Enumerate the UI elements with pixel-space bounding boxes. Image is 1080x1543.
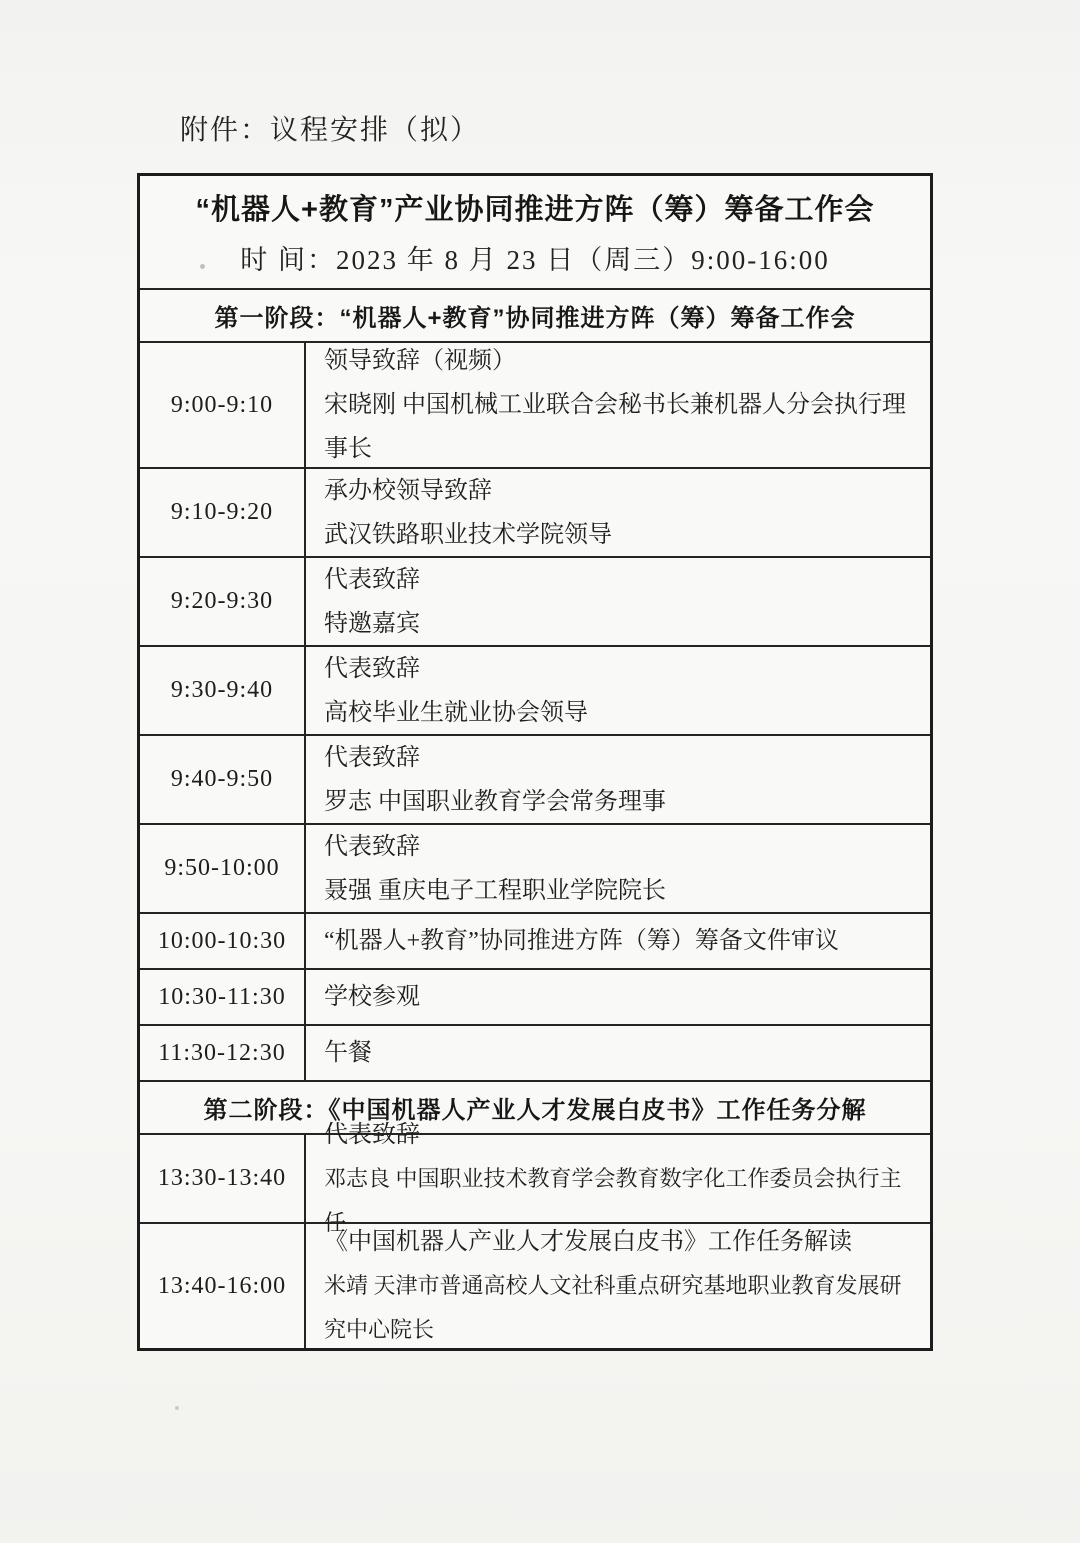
agenda-item-speaker: 特邀嘉宾: [324, 610, 420, 637]
agenda-item-title: 领导致辞（视频）: [324, 348, 516, 374]
time-cell: 9:00-9:10: [140, 343, 306, 467]
agenda-item-title: 学校参观: [324, 984, 420, 1010]
agenda-item-speaker: 邓志良 中国职业技术教育学会教育数字化工作委员会执行主任: [324, 1165, 902, 1235]
stage1-header-row: [140, 288, 930, 341]
content-cell: [306, 1224, 930, 1348]
time-cell: 9:30-9:40: [140, 647, 306, 734]
agenda-row: [140, 1024, 930, 1080]
agenda-row: [140, 734, 930, 823]
time-cell: 9:10-9:20: [140, 469, 306, 556]
agenda-row: [140, 1222, 930, 1348]
agenda-row: [140, 467, 930, 556]
agenda-item-speaker: 米靖 天津市普通高校人文社科重点研究基地职业教育发展研究中心院长: [324, 1273, 902, 1342]
content-cell: [306, 343, 930, 467]
agenda-item-speaker: 宋晓刚 中国机械工业联合会秘书长兼机器人分会执行理事长: [324, 392, 906, 462]
agenda-item-title: 代表致辞: [324, 744, 420, 771]
stage1-header: 第一阶段：“机器人+教育”协同推进方阵（筹）筹备工作会: [214, 305, 856, 332]
time-cell: 9:20-9:30: [140, 558, 306, 645]
agenda-item-title: “机器人+教育”协同推进方阵（筹）筹备文件审议: [324, 928, 839, 954]
content-cell: [306, 558, 930, 645]
agenda-item-speaker: 罗志 中国职业教育学会常务理事: [324, 788, 666, 815]
agenda-row: [140, 556, 930, 645]
time-cell: 9:40-9:50: [140, 736, 306, 823]
time-cell: 10:30-11:30: [140, 970, 306, 1024]
content-cell: [306, 970, 930, 1024]
agenda-item-title: 代表致辞: [324, 833, 420, 860]
agenda-item-speaker: 武汉铁路职业技术学院领导: [324, 521, 612, 548]
agenda-row: [140, 645, 930, 734]
content-cell: [306, 1121, 930, 1235]
agenda-datetime: 时 间：2023 年 8 月 23 日（周三）9:00-16:00: [240, 245, 830, 275]
time-cell: 11:30-12:30: [140, 1026, 306, 1080]
agenda-title-block: [140, 176, 930, 288]
agenda-row: [140, 341, 930, 467]
time-cell: 13:40-16:00: [140, 1224, 306, 1348]
agenda-item-title: 《中国机器人产业人才发展白皮书》工作任务解读: [324, 1229, 852, 1255]
agenda-item-title: 代表致辞: [324, 566, 420, 593]
agenda-row: [140, 912, 930, 968]
content-cell: [306, 825, 930, 912]
agenda-table: [137, 173, 933, 1351]
agenda-item-speaker: 高校毕业生就业协会领导: [324, 699, 588, 726]
agenda-item-title: 代表致辞: [324, 655, 420, 682]
content-cell: [306, 469, 930, 556]
agenda-item-title: 代表致辞: [324, 1121, 420, 1148]
scan-speck: [175, 1406, 179, 1410]
time-cell: 10:00-10:30: [140, 914, 306, 968]
agenda-item-title: 午餐: [324, 1040, 372, 1066]
attachment-label: 附件：议程安排（拟）: [180, 115, 481, 146]
content-cell: [306, 1026, 930, 1080]
agenda-row: [140, 1121, 930, 1235]
time-cell: 13:30-13:40: [140, 1135, 306, 1222]
scan-speck: [200, 264, 205, 269]
content-cell: [306, 736, 930, 823]
agenda-item-speaker: 聂强 重庆电子工程职业学院院长: [324, 877, 666, 904]
stage2-header: 第二阶段：《中国机器人产业人才发展白皮书》工作任务分解: [203, 1097, 867, 1124]
agenda-row: [140, 968, 930, 1024]
time-cell: 9:50-10:00: [140, 825, 306, 912]
content-cell: [306, 914, 930, 968]
agenda-item-title: 承办校领导致辞: [324, 477, 492, 504]
agenda-row: [140, 823, 930, 912]
content-cell: [306, 647, 930, 734]
agenda-title: “机器人+教育”产业协同推进方阵（筹）筹备工作会: [195, 194, 875, 226]
